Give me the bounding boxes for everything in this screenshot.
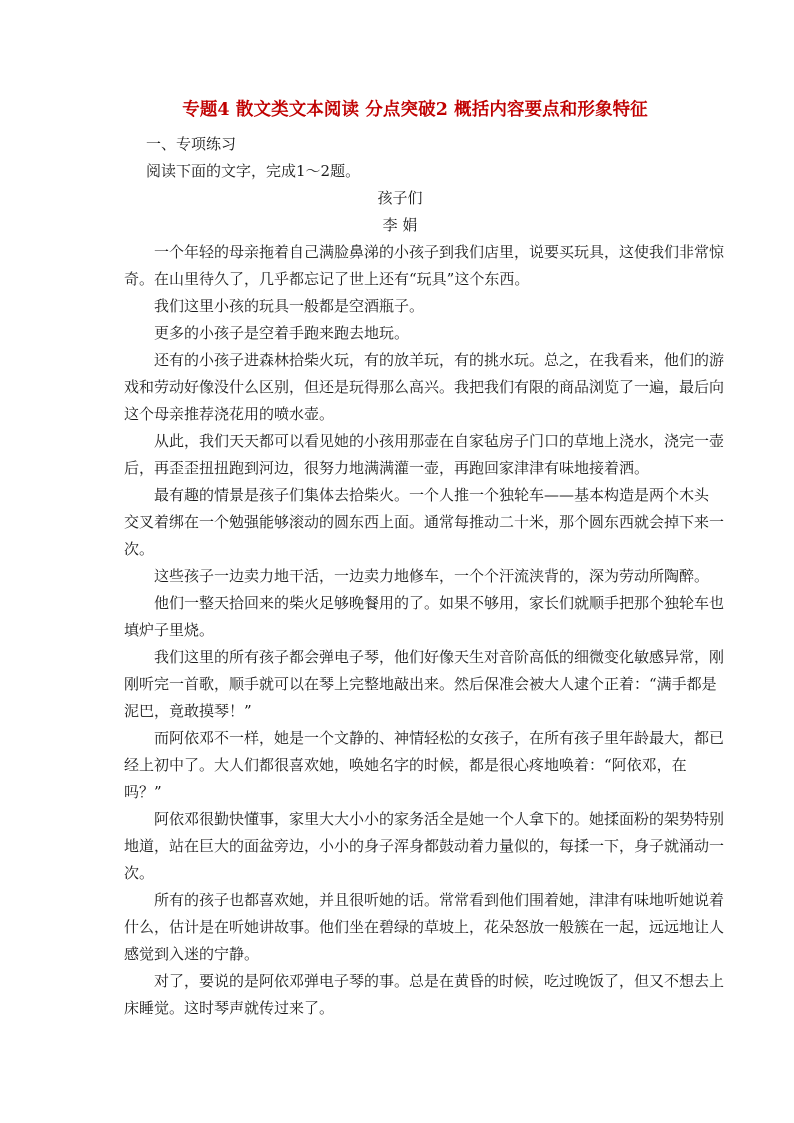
paragraph-line: 吗？” (124, 783, 162, 801)
paragraph-line: 更多的小孩子是空着手跑来跑去地玩。 (154, 324, 410, 342)
article-author: 李 娟 (382, 216, 418, 234)
paragraph-line: 泥巴，竟敢摸琴！” (124, 702, 252, 720)
paragraph-line: 感觉到入迷的宁静。 (124, 945, 260, 963)
article-paragraph (124, 590, 725, 644)
paragraph-line: 他们一整天拾回来的柴火足够晚餐用的了。如果不够用，家长们就顺手把那个独轮车也 (154, 594, 725, 612)
paragraph-line: 这个母亲推荐浇花用的喷水壶。 (124, 405, 335, 423)
paragraph-line: 我们这里小孩的玩具一般都是空酒瓶子。 (154, 297, 425, 315)
paragraph-line: 对了，要说的是阿依邓弹电子琴的事。总是在黄昏的时候，吃过晚饭了，但又不想去上 (154, 972, 725, 990)
paragraph-line: 我们这里的所有孩子都会弹电子琴，他们好像天生对音阶高低的细微变化敏感异常，刚 (154, 648, 725, 666)
article-paragraph (124, 644, 725, 725)
paragraph-line: 还有的小孩子进森林拾柴火玩，有的放羊玩，有的挑水玩。总之，在我看来，他们的游 (154, 351, 725, 369)
paragraph-line: 一个年轻的母亲拖着自己满脸鼻涕的小孩子到我们店里，说要买玩具，这使我们非常惊 (154, 243, 725, 261)
paragraph-line: 从此，我们天天都可以看见她的小孩用那壶在自家毡房子门口的草地上浇水，浇完一壶 (154, 432, 725, 450)
paragraph-line: 这些孩子一边卖力地干活，一边卖力地修车，一个个汗流浃背的，深为劳动所陶醉。 (154, 567, 710, 585)
article-paragraph (124, 320, 676, 347)
paragraph-line: 填炉子里烧。 (124, 621, 215, 639)
paragraph-line: 床睡觉。这时琴声就传过来了。 (124, 999, 335, 1017)
paragraph-line: 阿依邓很勤快懂事，家里大大小小的家务活全是她一个人拿下的。她揉面粉的架势特别 (154, 810, 725, 828)
paragraph-line: 戏和劳动好像没什么区别，但还是玩得那么高兴。我把我们有限的商品浏览了一遍，最后向 (124, 378, 725, 396)
article-paragraph (124, 887, 725, 968)
article-paragraph (124, 428, 725, 482)
article-paragraph (124, 347, 725, 428)
paragraph-line: 后，再歪歪扭扭跑到河边，很努力地满满灌一壶，再跑回家津津有味地接着洒。 (124, 459, 650, 477)
paragraph-line: 地道，站在巨大的面盆旁边，小小的身子浑身都鼓动着力量似的，每揉一下，身子就涌动一 (124, 837, 725, 855)
instruction-text: 阅读下面的文字，完成1～2题。 (146, 162, 361, 180)
paragraph-line: 交叉着绑在一个勉强能够滚动的圆东西上面。通常每推动二十米，那个圆东西就会掉下来一 (124, 513, 725, 531)
paragraph-line: 最有趣的情景是孩子们集体去拾柴火。一个人推一个独轮车——基本构造是两个木头 (154, 486, 710, 504)
article-paragraph (124, 563, 710, 590)
paragraph-line: 奇。在山里待久了，几乎都忘记了世上还有“玩具”这个东西。 (124, 270, 530, 288)
article-paragraph (124, 968, 725, 1022)
section-label: 一、专项练习 (146, 135, 237, 153)
page-title: 专题4 散文类文本阅读 分点突破2 概括内容要点和形象特征 (182, 100, 648, 120)
article-paragraph (124, 239, 725, 293)
article-paragraph (124, 806, 725, 887)
paragraph-line: 次。 (124, 864, 155, 882)
paragraph-line: 所有的孩子也都喜欢她，并且很听她的话。常常看到他们围着她，津津有味地听她说着 (154, 891, 725, 909)
article-paragraphs (124, 239, 725, 1022)
paragraph-line: 什么，估计是在听她讲故事。他们坐在碧绿的草坡上，花朵怒放一般簇在一起，远远地让人 (124, 918, 725, 936)
paragraph-line: 次。 (124, 540, 155, 558)
paragraph-line: 而阿依邓不一样，她是一个文静的、神情轻松的女孩子，在所有孩子里年龄最大，都已 (154, 729, 725, 747)
article-paragraph (124, 482, 725, 563)
paragraph-line: 刚听完一首歌，顺手就可以在琴上完整地敲出来。然后保准会被大人逮个正着：“满手都是 (124, 675, 717, 693)
article-paragraph (124, 293, 676, 320)
paragraph-line: 经上初中了。大人们都很喜欢她，唤她名字的时候，都是很心疼地唤着：“阿依邓，在 (124, 756, 687, 774)
article-title: 孩子们 (377, 189, 423, 207)
article-paragraph (124, 725, 725, 806)
document-body (124, 131, 725, 1022)
